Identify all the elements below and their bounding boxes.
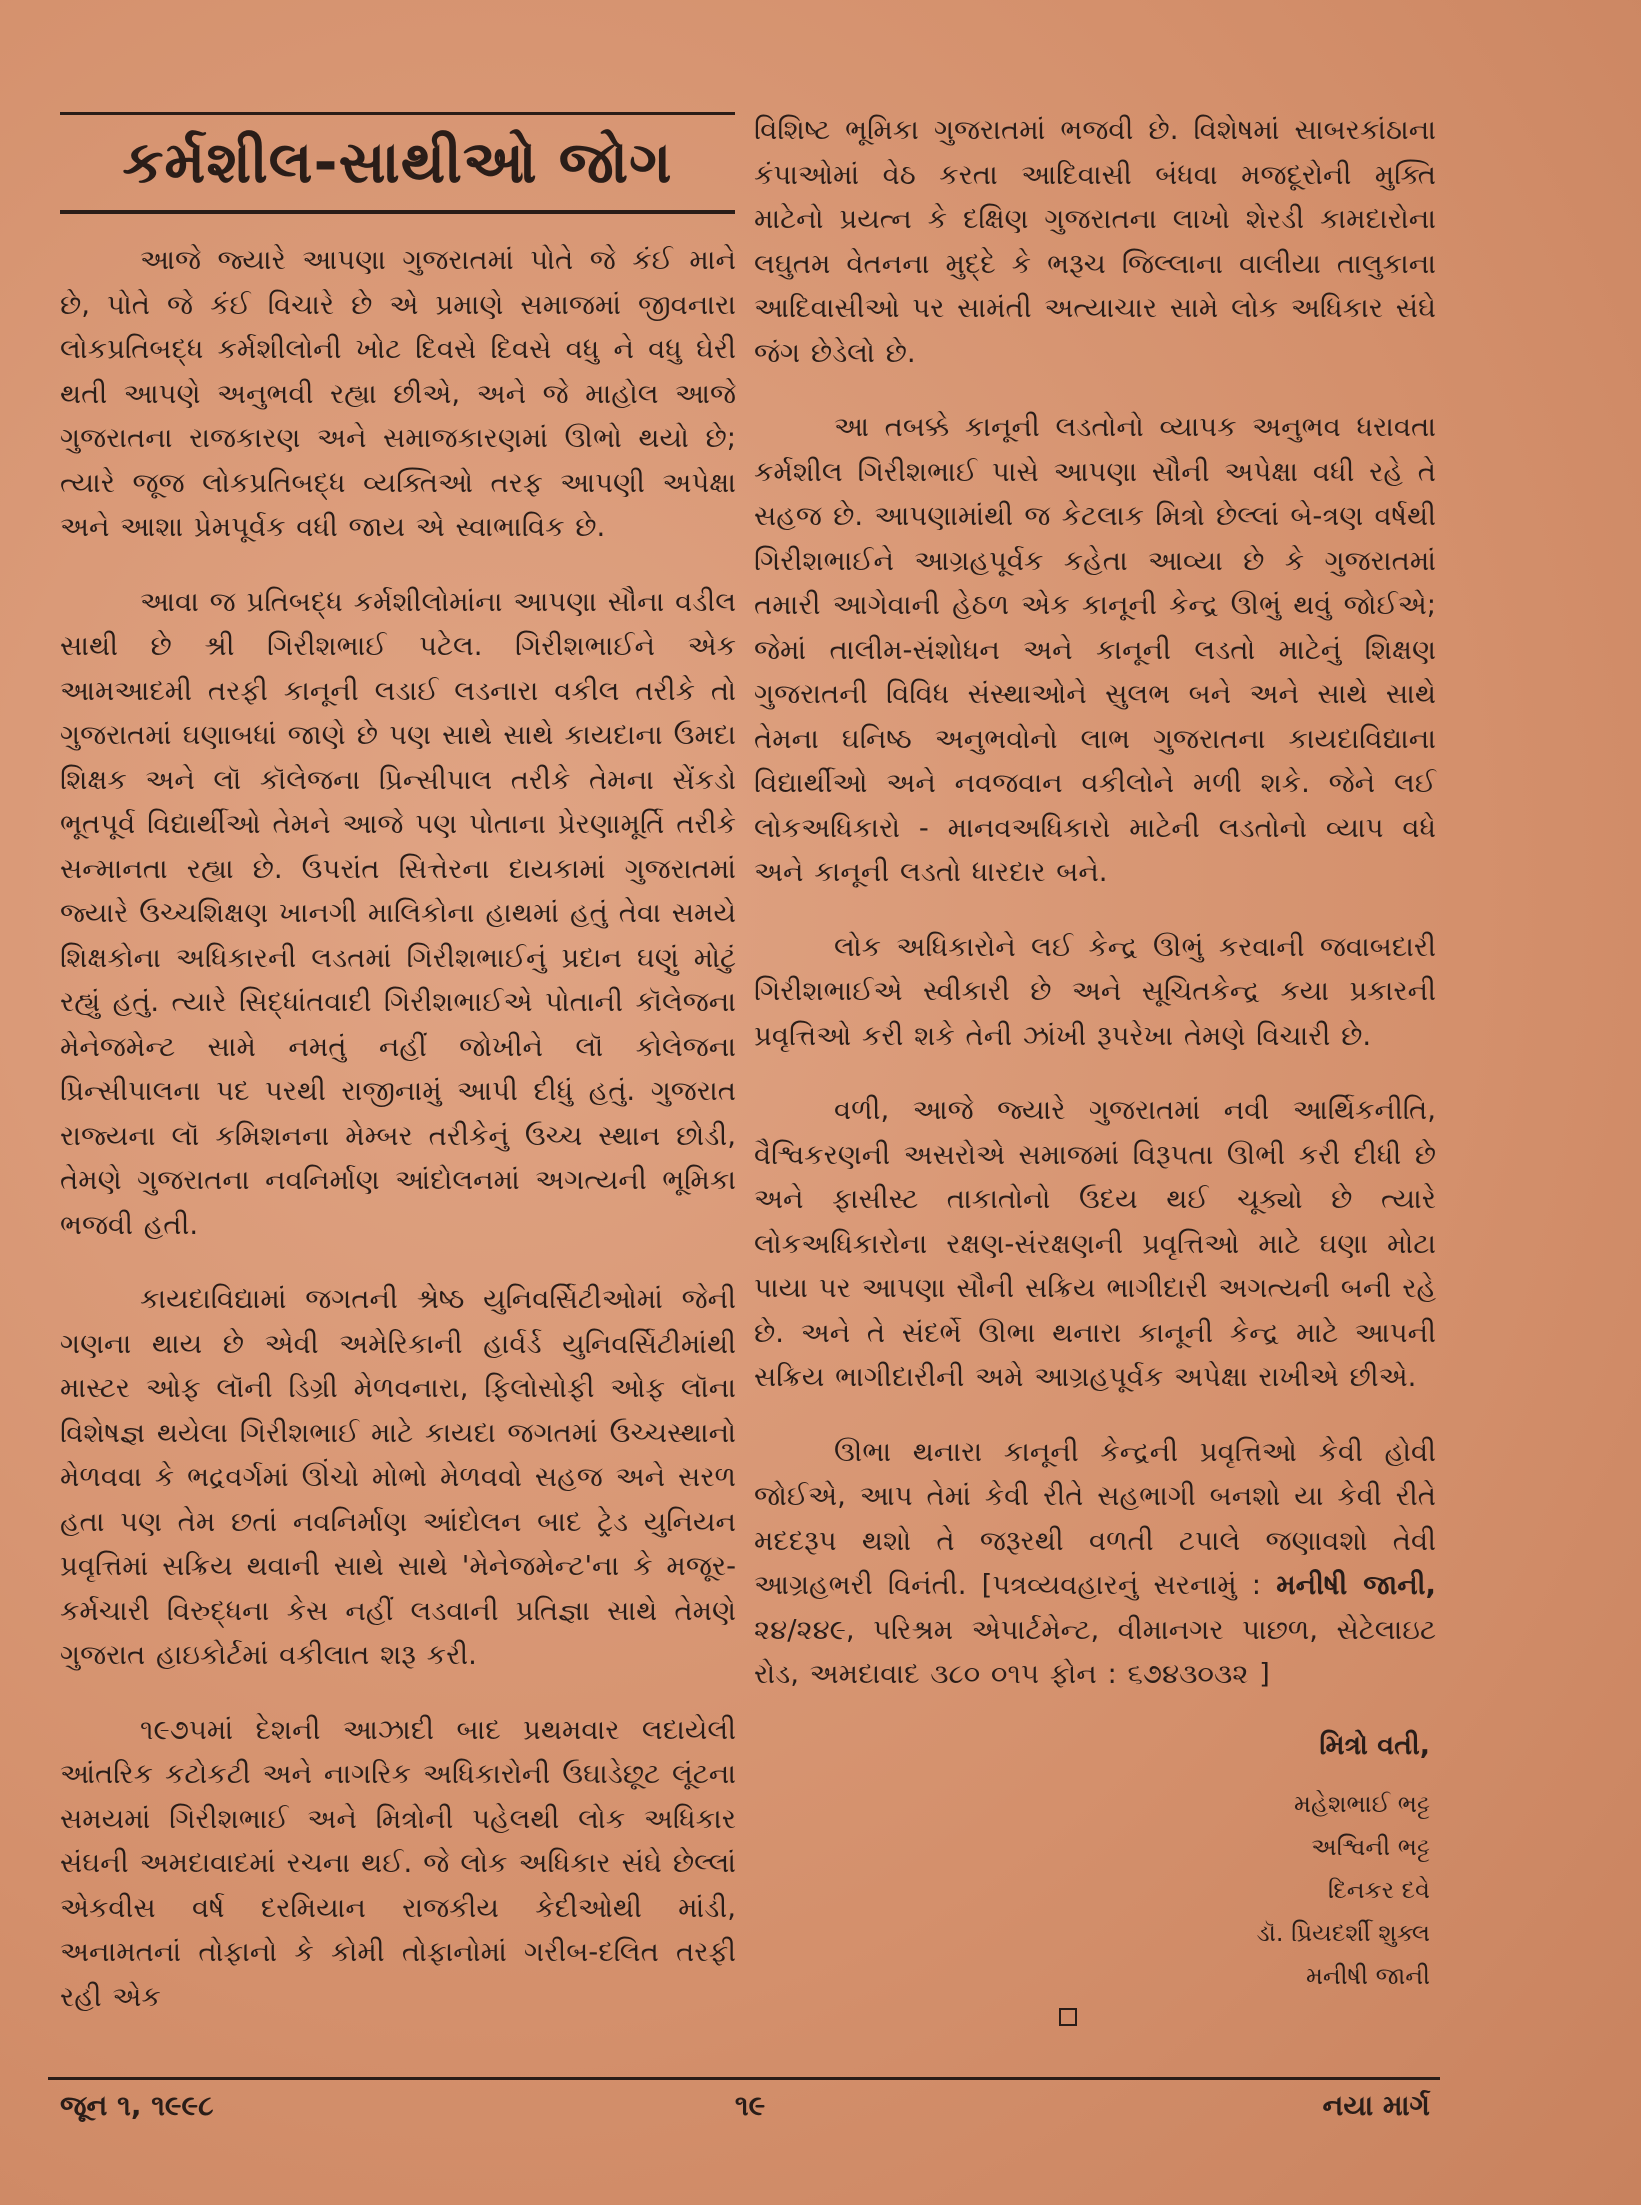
- left-column: [60, 238, 736, 2019]
- address-detail: ૨૪/૨૪૯, પરિશ્રમ એપાર્ટમેન્ટ, વીમાનગર પાછળ, સેટેલાઇટ રોડ, અમદાવાદ ૩૮૦ ૦૧૫ ફોન : ૬૭૪૩૦૩૨ ]: [754, 1613, 1436, 1690]
- left-paragraph-2: આવા જ પ્રતિબદ્ધ કર્મશીલોમાંના આપણા સૌના વડીલ સાથી છે શ્રી ગિરીશભાઈ પટેલ. ગિરીશભાઈને એક આમઆદમી તરફી કાનૂની લડાઈ લડનારા વકીલ તરીકે તો ગુજરાતમાં ઘણાબધાં જાણે છે પણ સાથે સાથે કાયદાના ઉમદા શિક્ષક અને લૉ કૉલેજના પ્રિન્સીપાલ તરીકે તેમના સેંકડો ભૂતપૂર્વ વિદ્યાર્થીઓ તેમને આજે પણ પોતાના પ્રેરણામૂર્તિ તરીકે સન્માનતા રહ્યા છે. ઉપરાંત સિત્તેરના દાયકામાં ગુજરાતમાં જ્યારે ઉચ્ચશિક્ષણ ખાનગી માલિકોના હાથમાં હતું તેવા સમયે શિક્ષકોના અધિકારની લડતમાં ગિરીશભાઈનું પ્રદાન ઘણું મોટું રહ્યું હતું. ત્યારે સિદ્ધાંતવાદી ગિરીશભાઈએ પોતાની કૉલેજના મેનેજમેન્ટ સામે નમતું નહીં જોખીને લૉ કોલેજના પ્રિન્સીપાલના પદ પરથી રાજીનામું આપી દીધું હતું. ગુજરાત રાજ્યના લૉ કમિશનના મેમ્બર તરીકેનું ઉચ્ચ સ્થાન છોડી, તેમણે ગુજરાતના નવનિર્માણ આંદોલનમાં અગત્યની ભૂમિકા ભજવી હતી.: [60, 585, 736, 1241]
- left-paragraph-4: ૧૯૭૫માં દેશની આઝાદી બાદ પ્રથમવાર લદાયેલી આંતરિક કટોકટી અને નાગરિક અધિકારોની ઉઘાડેછૂટ લૂંટના સમયમાં ગિરીશભાઈ અને મિત્રોની પહેલથી લોક અધિકાર સંઘની અમદાવાદમાં રચના થઈ. જે લોક અધિકાર સંઘે છેલ્લાં એકવીસ વર્ષ દરમિયાન રાજકીય કેદીઓથી માંડી, અનામતનાં તોફાનો કે કોમી તોફાનોમાં ગરીબ-દલિત તરફી રહી એક: [60, 1713, 736, 2013]
- right-paragraph-1: વિશિષ્ટ ભૂમિકા ગુજરાતમાં ભજવી છે. વિશેષમાં સાબરકાંઠાના કંપાઓમાં વેઠ કરતા આદિવાસી બંધવા મજદૂરોની મુક્તિ માટેનો પ્રયત્ન કે દક્ષિણ ગુજરાતના લાખો શેરડી કામદારોના લઘુતમ વેતનના મુદ્દે કે ભરૂચ જિલ્લાના વાલીયા તાલુકાના આદિવાસીઓ પર સામંતી અત્યાચાર સામે લોક અધિકાર સંઘે જંગ છેડેલો છે.: [754, 114, 1436, 369]
- right-paragraph-4: વળી, આજે જ્યારે ગુજરાતમાં નવી આર્થિકનીતિ, વૈશ્વિકરણની અસરોએ સમાજમાં વિરૂપતા ઊભી કરી દીધી છે અને ફાસીસ્ટ તાકાતોનો ઉદય થઈ ચૂક્યો છે ત્યારે લોકઅધિકારોના રક્ષણ-સંરક્ષણની પ્રવૃત્તિઓ માટે ઘણા મોટા પાયા પર આપણા સૌની સક્રિય ભાગીદારી અગત્યની બની રહે છે. અને તે સંદર્ભે ઊભા થનારા કાનૂની કેન્દ્ર માટે આપની સક્રિય ભાગીદારીની અમે આગ્રહપૂર્વક અપેક્ષા રાખીએ છીએ.: [754, 1094, 1436, 1393]
- right-column: [754, 108, 1436, 1697]
- article-headline: કર્મશીલ-સાથીઓ જોગ: [122, 128, 673, 196]
- left-paragraph-3: કાયદાવિદ્યામાં જગતની શ્રેષ્ઠ યુનિવર્સિટીઓમાં જેની ગણના થાય છે એવી અમેરિકાની હાર્વર્ડ યુનિવર્સિટીમાંથી માસ્ટર ઓફ લૉની ડિગ્રી મેળવનારા, ફિલોસોફી ઓફ લૉના વિશેષજ્ઞ થયેલા ગિરીશભાઈ માટે કાયદા જગતમાં ઉચ્ચસ્થાનો મેળવવા કે ભદ્રવર્ગમાં ઊંચો મોભો મેળવવો સહજ અને સરળ હતા પણ તેમ છતાં નવનિર્માણ આંદોલન બાદ ટ્રેડ યુનિયન પ્રવૃત્તિમાં સક્રિય થવાની સાથે સાથે 'મેનેજમેન્ટ'ના કે મજૂર-કર્મચારી વિરુદ્ધના કેસ નહીં લડવાની પ્રતિજ્ઞા સાથે તેમણે ગુજરાત હાઇકોર્ટમાં વકીલાત શરૂ કરી.: [60, 1283, 736, 1671]
- footer-rule: [48, 2077, 1440, 2080]
- signoff-name-4: ડૉ. પ્રિયદર્શી શુક્લ: [1256, 1919, 1430, 1947]
- signoff-name-2: અશ્વિની ભટ્ટ: [1311, 1833, 1430, 1861]
- signoff-name-3: દિનકર દવે: [1327, 1876, 1430, 1904]
- footer-date: જૂન ૧, ૧૯૯૮: [60, 2089, 214, 2122]
- closing-paragraph: [754, 1430, 1436, 1697]
- left-paragraph-1: આજે જ્યારે આપણા ગુજરાતમાં પોતે જે કંઈ માને છે, પોતે જે કંઈ વિચારે છે એ પ્રમાણે સમાજમાં જીવનારા લોકપ્રતિબદ્ધ કર્મશીલોની ખોટ દિવસે દિવસે વધુ ને વધુ ઘેરી થતી આપણે અનુભવી રહ્યા છીએ, અને જે માહોલ આજે ગુજરાતના રાજકારણ અને સમાજકારણમાં ઊભો થયો છે; ત્યારે જૂજ લોકપ્રતિબદ્ધ વ્યક્તિઓ તરફ આપણી અપેક્ષા અને આશા પ્રેમપૂર્વક વધી જાય એ સ્વાભાવિક છે.: [60, 244, 736, 543]
- signoff-name-1: મહેશભાઈ ભટ્ટ: [1294, 1790, 1430, 1818]
- closing-text: ઊભા થનારા કાનૂની કેન્દ્રની પ્રવૃત્તિઓ કેવી હોવી જોઈએ, આપ તેમાં કેવી રીતે સહભાગી બનશો યા કેવી રીતે મદદરૂપ થશો તે જરૂરથી વળતી ટપાલે જણાવશો તેવી આગ્રહભરી વિનંતી. [પત્રવ્યવહારનું સરનામું :: [754, 1435, 1436, 1601]
- address-name: મનીષી જાની,: [1276, 1569, 1436, 1601]
- headline-bottom-rule: [60, 210, 735, 214]
- signoff-name-5: મનીષી જાની: [1305, 1962, 1430, 1990]
- right-paragraph-3: લોક અધિકારોને લઈ કેન્દ્ર ઊભું કરવાની જવાબદારી ગિરીશભાઈએ સ્વીકારી છે અને સૂચિતકેન્દ્ર કયા પ્રકારની પ્રવૃત્તિઓ કરી શકે તેની ઝાંખી રૂપરેખા તેમણે વિચારી છે.: [754, 930, 1436, 1052]
- headline-top-rule: [60, 112, 735, 115]
- end-of-article-mark: [1059, 2008, 1077, 2026]
- signoff-lead: મિત્રો વતી,: [1319, 1730, 1430, 1761]
- right-paragraph-2: આ તબક્કે કાનૂની લડતોનો વ્યાપક અનુભવ ધરાવતા કર્મશીલ ગિરીશભાઈ પાસે આપણા સૌની અપેક્ષા વધી રહે તે સહજ છે. આપણામાંથી જ કેટલાક મિત્રો છેલ્લાં બે-ત્રણ વર્ષથી ગિરીશભાઈને આગ્રહપૂર્વક કહેતા આવ્યા છે કે ગુજરાતમાં તમારી આગેવાની હેઠળ એક કાનૂની કેન્દ્ર ઊભું થવું જોઈએ; જેમાં તાલીમ-સંશોધન અને કાનૂની લડતો માટેનું શિક્ષણ ગુજરાતની વિવિધ સંસ્થાઓને સુલભ બને અને સાથે સાથે તેમના ઘનિષ્ઠ અનુભવોનો લાભ ગુજરાતના કાયદાવિદ્યાના વિદ્યાર્થીઓ અને નવજવાન વકીલોને મળી શકે. જેને લઈ લોકઅધિકારો - માનવઅધિકારો માટેની લડતોનો વ્યાપ વધે અને કાનૂની લડતો ધારદાર બને.: [754, 411, 1436, 888]
- footer-publication: નયા માર્ગ: [1322, 2089, 1430, 2122]
- footer-page-number: ૧૯: [734, 2089, 766, 2122]
